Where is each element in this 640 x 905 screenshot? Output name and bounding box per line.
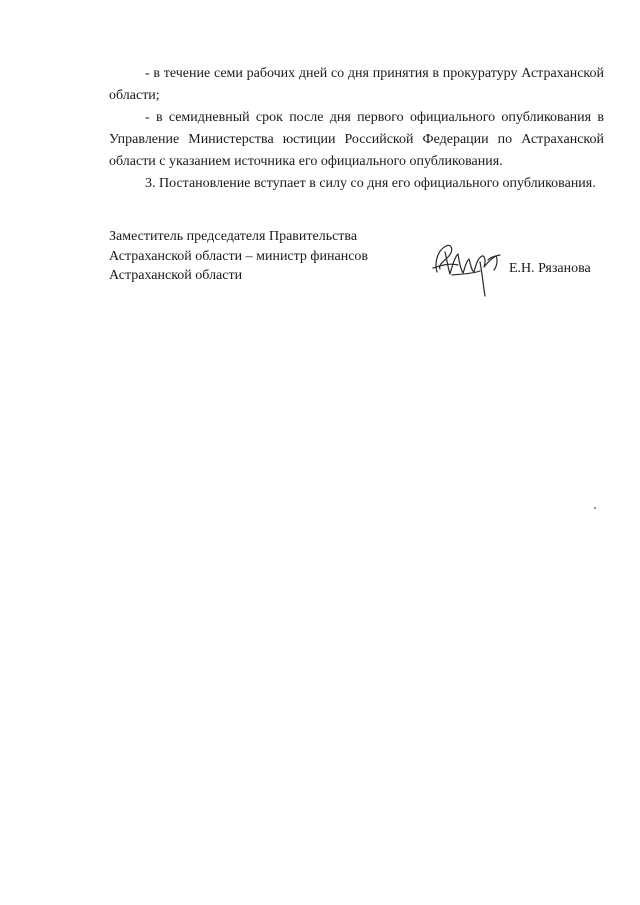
scan-speck [594,507,596,509]
signatory-title-line: Заместитель председателя Правительства [109,229,358,244]
paragraph-entry-into-force: 3. Постановление вступает в силу со дня его официального опубликования. [145,176,596,191]
signatory-title-line: Астраханской области [109,268,243,283]
signatory-title-line: Астраханской области – министр финансов [109,248,369,264]
document-body [109,63,604,195]
paragraph-justice-ministry: - в семидневный срок после дня первого официального опубликования в Управление Министерства юстиции Российской Федерации по Астраханской области с указанием источника его официального опубликования. [109,110,604,169]
paragraph-prosecutor: - в течение семи рабочих дней со дня принятия в прокуратуру Астраханской области; [109,66,604,103]
signatory-name: Е.Н. Рязанова [509,261,591,276]
signatory-title [109,227,368,286]
handwritten-signature-icon [428,238,508,302]
